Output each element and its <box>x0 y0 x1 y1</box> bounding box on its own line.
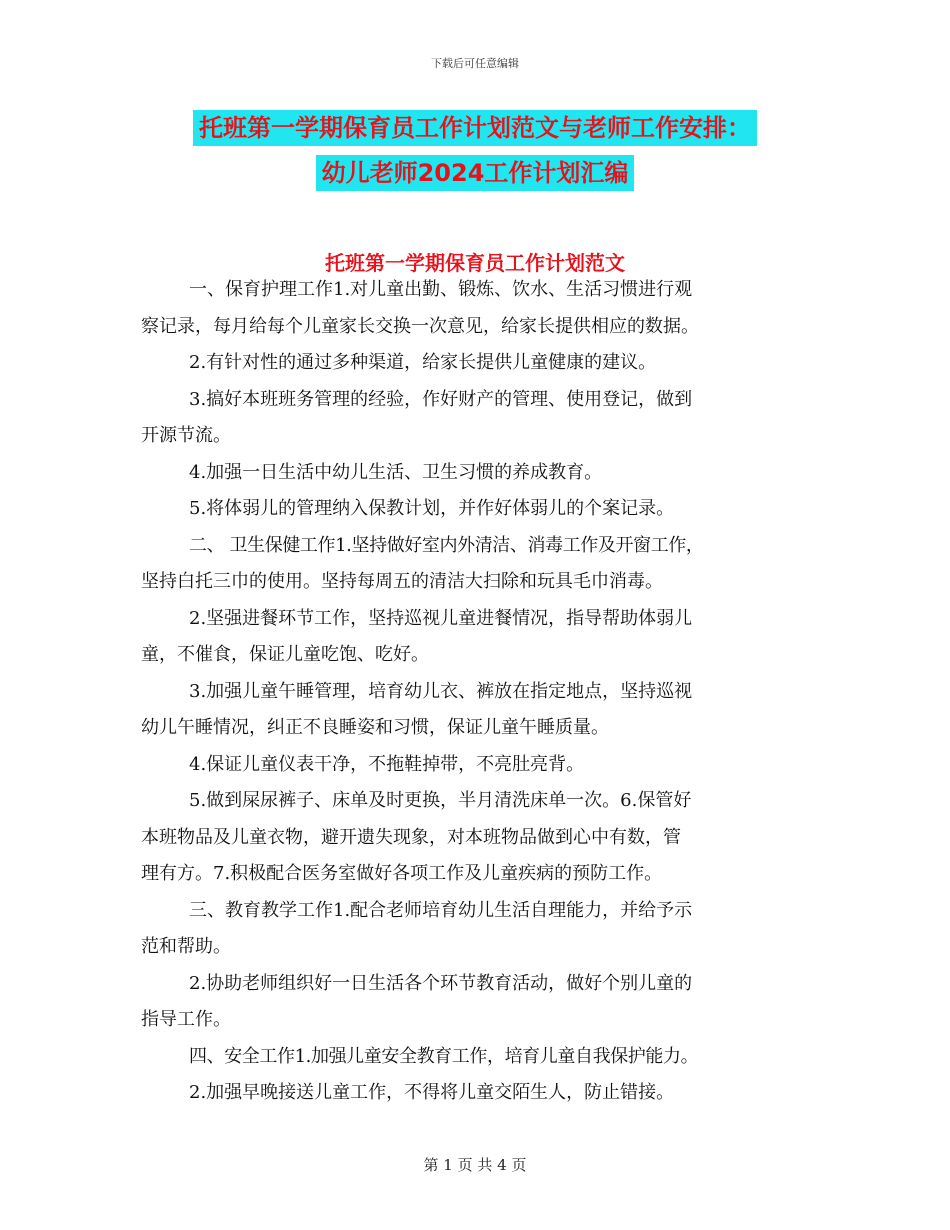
body-line: 开源节流。 <box>141 425 231 446</box>
title-line-2: 幼儿老师2024工作计划汇编 <box>316 155 635 191</box>
title-line-1: 托班第一学期保育员工作计划范文与老师工作安排： <box>193 110 757 146</box>
body-line: 童，不催食，保证儿童吃饱、吃好。 <box>141 644 429 665</box>
body-line: 2.加强早晚接送儿童工作，不得将儿童交陌生人，防止错接。 <box>189 1082 675 1103</box>
body-line: 4.保证儿童仪表干净，不拖鞋掉带，不亮肚亮背。 <box>189 753 585 775</box>
body-line: 二、 卫生保健工作1.坚持做好室内外清洁、消毒工作及开窗工作， <box>189 534 704 556</box>
page-number-footer: 第 1 页 共 4 页 <box>423 1156 527 1174</box>
body-line: 本班物品及儿童衣物，避开遗失现象，对本班物品做到心中有数，管 <box>141 826 681 848</box>
body-line: 3.加强儿童午睡管理，培育幼儿衣、裤放在指定地点，坚持巡视 <box>189 680 693 702</box>
body-line: 坚持白托三巾的使用。坚持每周五的清洁大扫除和玩具毛巾消毒。 <box>141 571 663 592</box>
page-header-note: 下载后可任意编辑 <box>431 57 519 70</box>
document-body <box>141 272 821 1112</box>
body-line: 2.协助老师组织好一日生活各个环节教育活动，做好个别儿童的 <box>189 972 693 994</box>
body-line: 范和帮助。 <box>141 936 231 957</box>
document-title <box>0 110 950 191</box>
body-line: 2.有针对性的通过多种渠道，给家长提供儿童健康的建议。 <box>189 352 657 373</box>
body-line: 四、安全工作1.加强儿童安全教育工作，培育儿童自我保护能力。 <box>189 1045 699 1067</box>
body-line: 4.加强一日生活中幼儿生活、卫生习惯的养成教育。 <box>189 461 603 483</box>
body-line: 幼儿午睡情况，纠正不良睡姿和习惯，保证儿童午睡质量。 <box>141 717 609 738</box>
body-line: 5.将体弱儿的管理纳入保教计划，并作好体弱儿的个案记录。 <box>189 498 675 519</box>
body-line: 察记录，每月给每个儿童家长交换一次意见，给家长提供相应的数据。 <box>141 315 699 337</box>
body-line: 2.坚强进餐环节工作，坚持巡视儿童进餐情况，指导帮助体弱儿 <box>189 607 693 629</box>
section-title: 托班第一学期保育员工作计划范文 <box>325 251 625 275</box>
body-line: 一、保育护理工作1.对儿童出勤、锻炼、饮水、生活习惯进行观 <box>189 279 693 300</box>
body-line: 5.做到屎尿裤子、床单及时更换，半月清洗床单一次。6.保管好 <box>189 790 692 811</box>
body-line: 理有方。7.积极配合医务室做好各项工作及儿童疾病的预防工作。 <box>141 863 663 884</box>
body-line: 三、教育教学工作1.配合老师培育幼儿生活自理能力，并给予示 <box>189 899 693 921</box>
body-line: 3.搞好本班班务管理的经验，作好财产的管理、使用登记，做到 <box>189 388 693 410</box>
body-line: 指导工作。 <box>141 1009 231 1030</box>
